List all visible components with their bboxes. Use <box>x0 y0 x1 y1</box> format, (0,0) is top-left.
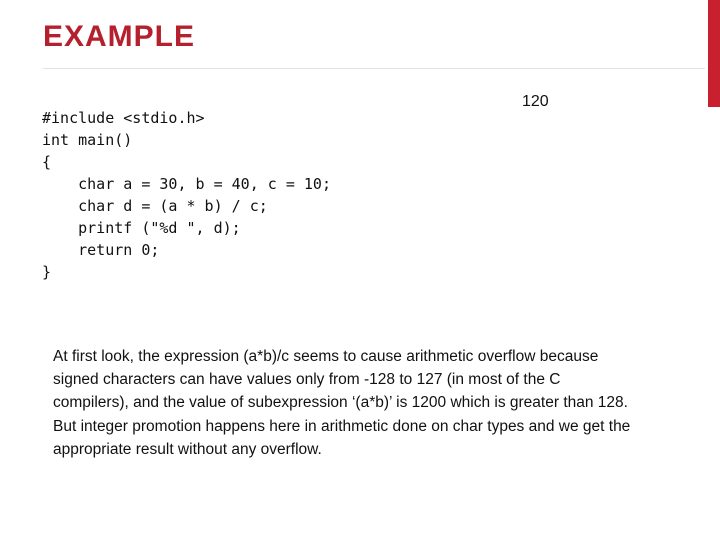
code-line: } <box>42 263 52 281</box>
explanation-paragraph: At first look, the expression (a*b)/c seems to cause arithmetic overflow because signed characters can have values only from -128 to 127 (in most of the C compilers), and the value of subexpression ‘(a*b)’ is 1200 which is greater than 128. But integer promotion happens here in arithmetic done on char types and we get the appropriate result without any overflow. <box>53 348 631 458</box>
code-line: char a = 30, b = 40, c = 10; <box>42 175 331 193</box>
code-line: #include <stdio.h> <box>42 109 205 127</box>
code-line: return 0; <box>42 241 160 259</box>
title-divider <box>43 68 705 69</box>
code-line: { <box>42 153 52 171</box>
accent-bar <box>708 0 720 107</box>
slide-title: EXAMPLE <box>43 20 196 53</box>
code-line: printf ("%d ", d); <box>42 219 241 237</box>
code-block <box>42 107 331 283</box>
code-line: char d = (a * b) / c; <box>42 197 268 215</box>
program-output: 120 <box>522 93 549 110</box>
code-line: int main() <box>42 131 133 149</box>
